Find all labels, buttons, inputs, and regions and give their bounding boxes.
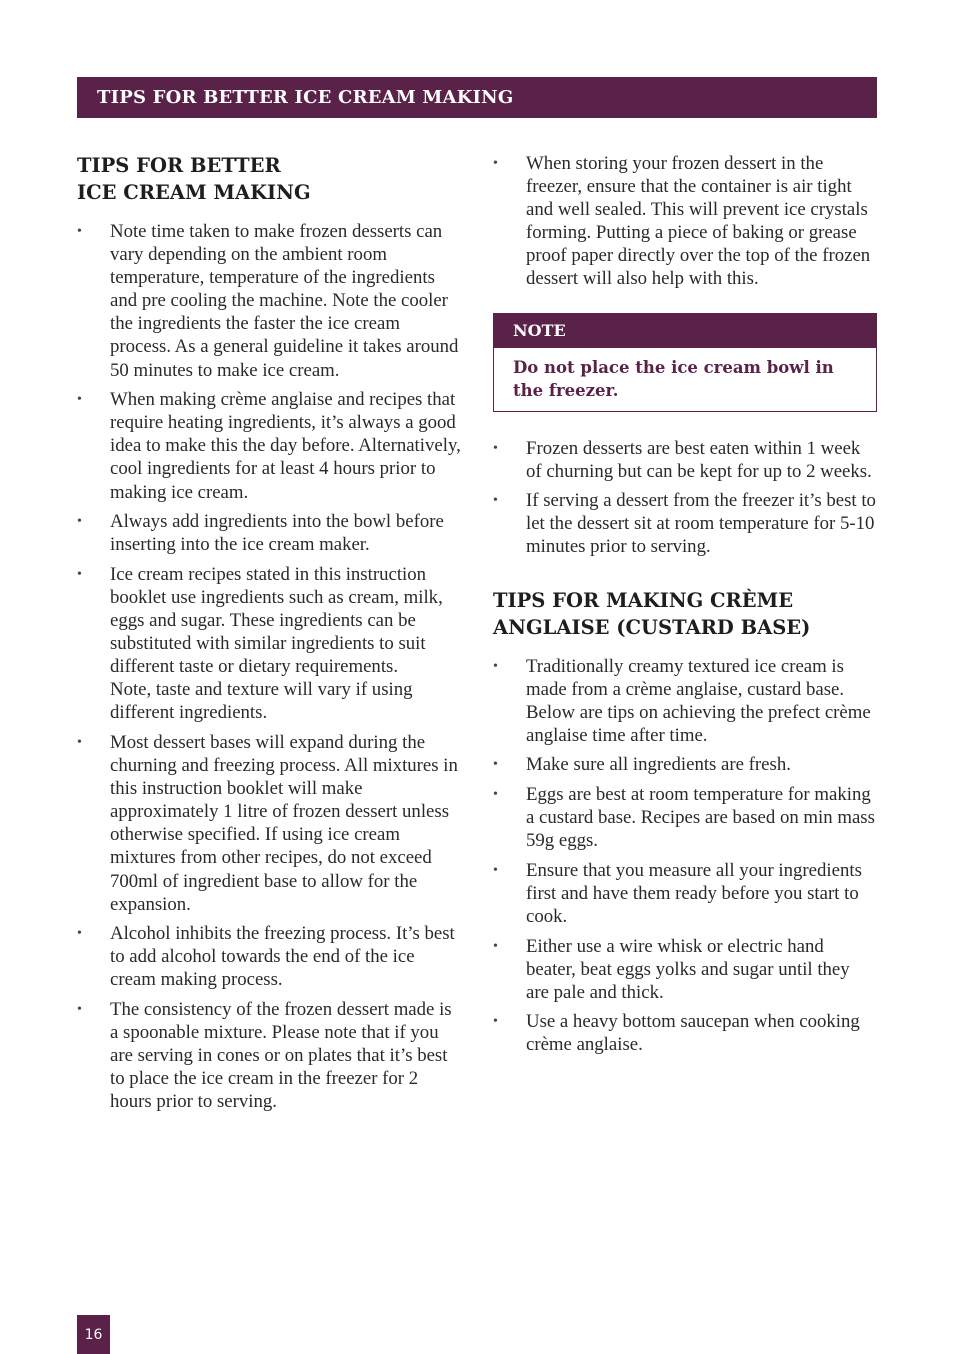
list-item: • Eggs are best at room temperature for making a custard base. Recipes are based on min mass 59g eggs. (493, 783, 877, 852)
list-item: • Use a heavy bottom saucepan when cooking crème anglaise. (493, 1010, 877, 1056)
list-item: • Frozen desserts are best eaten within 1 week of churning but can be kept for up to 2 weeks. (493, 437, 877, 483)
note-text: Do not place the ice cream bowl in the freezer. (513, 357, 834, 400)
page-header-title: TIPS FOR BETTER ICE CREAM MAKING (97, 87, 514, 108)
list-item: • The consistency of the frozen dessert made is a spoonable mixture. Please note that if you are serving in cones or on plates that it’s best to place the ice cream in the freezer for 2 hours prior to serving. (77, 998, 462, 1113)
note-box (493, 313, 877, 412)
left-column (77, 152, 462, 1120)
serving-tips-list (493, 437, 877, 559)
note-label: NOTE (494, 314, 876, 348)
list-item: • Alcohol inhibits the freezing process. It’s best to add alcohol towards the end of the ice cream making process. (77, 922, 462, 991)
storage-tips-list (493, 152, 877, 291)
page-number: 16 (77, 1315, 110, 1354)
right-column (493, 152, 877, 1063)
list-item: • Most dessert bases will expand during the churning and freezing process. All mixtures in this instruction booklet will make approximately 1 litre of frozen dessert unless otherwise specified. If using ice cream mixtures from other recipes, do not exceed 700ml of ingredient base to allow for the expansion. (77, 731, 462, 916)
list-item: • Always add ingredients into the bowl before inserting into the ice cream maker. (77, 510, 462, 556)
list-item: • If serving a dessert from the freezer it’s best to let the dessert sit at room temperature for 5-10 minutes prior to serving. (493, 489, 877, 558)
tips-list (77, 220, 462, 1113)
list-item: • Either use a wire whisk or electric hand beater, beat eggs yolks and sugar until they are pale and thick. (493, 935, 877, 1004)
list-item: • Make sure all ingredients are fresh. (493, 753, 877, 776)
page-header-bar (77, 77, 877, 118)
list-item: • Traditionally creamy textured ice cream is made from a crème anglaise, custard base. Below are tips on achieving the prefect crème anglaise time after time. (493, 655, 877, 747)
section-heading-tips: TIPS FOR BETTER ICE CREAM MAKING (77, 154, 311, 204)
list-item: • Note time taken to make frozen desserts can vary depending on the ambient room temperature, temperature of the ingredients and pre cooling the machine. Note the cooler the ingredients the faster the ice cream process. As a general guideline it takes around 50 minutes to make ice cream. (77, 220, 462, 382)
list-item: • When storing your frozen dessert in the freezer, ensure that the container is air tight and well sealed. This will prevent ice crystals forming. Putting a piece of baking or grease proof paper directly over the top of the frozen dessert will also help with this. (493, 152, 877, 291)
list-item: • Ensure that you measure all your ingredients first and have them ready before you start to cook. (493, 859, 877, 928)
list-item: • When making crème anglaise and recipes that require heating ingredients, it’s always a good idea to make this the day before. Alternatively, cool ingredients for at least 4 hours prior to making ice cream. (77, 388, 462, 503)
creme-anglaise-tips-list (493, 655, 877, 1057)
section-heading-creme-anglaise: TIPS FOR MAKING CRÈME ANGLAISE (CUSTARD BASE) (493, 588, 811, 639)
list-item: • Ice cream recipes stated in this instruction booklet use ingredients such as cream, milk, eggs and sugar. These ingredients can be substituted with similar ingredients to suit different taste or dietary requirements. Note, taste and texture will vary if using different ingredients. (77, 563, 462, 725)
